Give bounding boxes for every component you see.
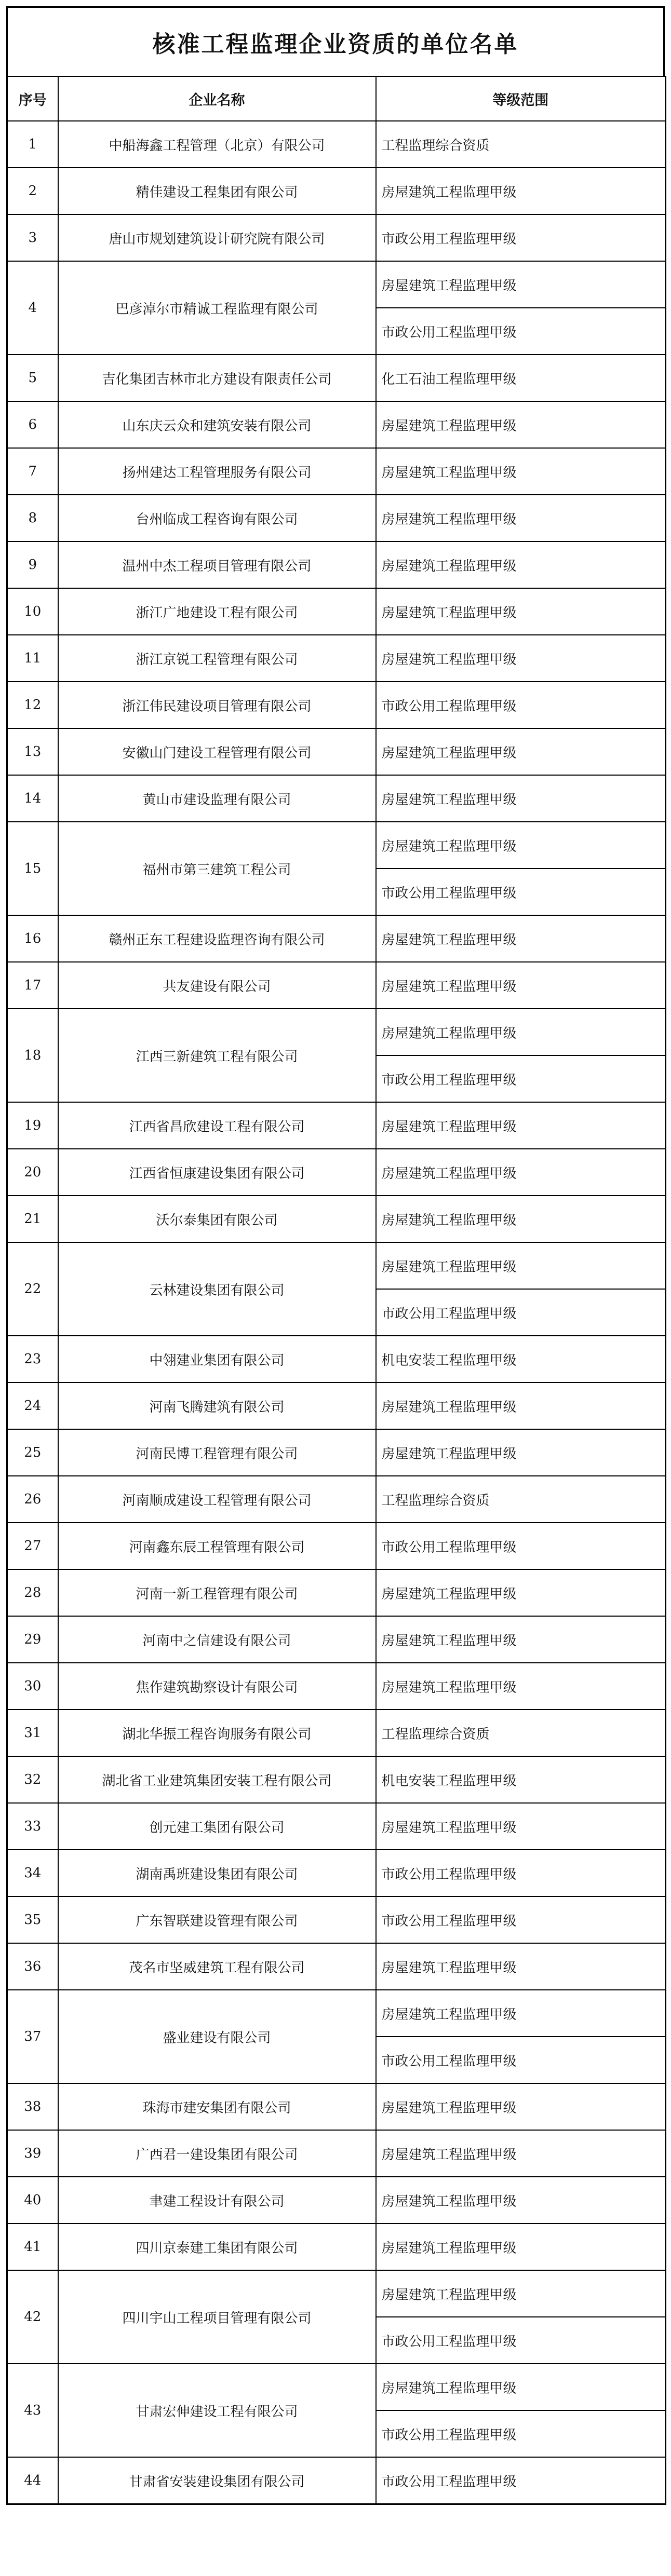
row-number: 20 — [7, 1149, 58, 1196]
qualification-grade: 房屋建筑工程监理甲级 — [376, 588, 666, 635]
enterprise-name: 甘肃省安装建设集团有限公司 — [58, 2457, 376, 2504]
table-row — [7, 1102, 666, 1149]
qualification-grade: 房屋建筑工程监理甲级 — [376, 915, 666, 962]
enterprise-name: 四川京泰建工集团有限公司 — [58, 2224, 376, 2270]
table-row — [7, 1382, 666, 1429]
row-number: 25 — [7, 1429, 58, 1476]
table-row — [7, 1009, 666, 1055]
qualification-grade: 市政公用工程监理甲级 — [376, 1523, 666, 1569]
qualification-grade: 市政公用工程监理甲级 — [376, 2410, 666, 2457]
table-row — [7, 1990, 666, 2037]
row-number: 36 — [7, 1943, 58, 1990]
enterprise-name: 福州市第三建筑工程公司 — [58, 822, 376, 915]
row-number: 16 — [7, 915, 58, 962]
qualification-grade: 房屋建筑工程监理甲级 — [376, 1569, 666, 1616]
table-row — [7, 401, 666, 448]
row-number: 35 — [7, 1896, 58, 1943]
row-number: 12 — [7, 682, 58, 728]
table-row — [7, 1569, 666, 1616]
enterprise-name: 茂名市坚威建筑工程有限公司 — [58, 1943, 376, 1990]
row-number: 8 — [7, 495, 58, 541]
row-number: 30 — [7, 1663, 58, 1710]
row-number: 6 — [7, 401, 58, 448]
enterprise-name: 云林建设集团有限公司 — [58, 1242, 376, 1336]
qualification-grade: 房屋建筑工程监理甲级 — [376, 1102, 666, 1149]
enterprise-name: 四川宇山工程项目管理有限公司 — [58, 2270, 376, 2364]
row-number: 28 — [7, 1569, 58, 1616]
row-number: 37 — [7, 1990, 58, 2083]
enterprise-name: 河南顺成建设工程管理有限公司 — [58, 1476, 376, 1523]
enterprise-name: 黄山市建设监理有限公司 — [58, 775, 376, 822]
row-number: 17 — [7, 962, 58, 1009]
qualification-grade: 房屋建筑工程监理甲级 — [376, 1242, 666, 1289]
qualification-grade: 房屋建筑工程监理甲级 — [376, 2224, 666, 2270]
enterprise-name: 浙江广地建设工程有限公司 — [58, 588, 376, 635]
qualification-grade: 工程监理综合资质 — [376, 121, 666, 168]
row-number: 23 — [7, 1336, 58, 1382]
enterprise-name: 焦作建筑勘察设计有限公司 — [58, 1663, 376, 1710]
table-row — [7, 2270, 666, 2317]
table-row — [7, 1896, 666, 1943]
table-row — [7, 822, 666, 869]
table-row — [7, 1523, 666, 1569]
qualification-grade: 房屋建筑工程监理甲级 — [376, 2083, 666, 2130]
enterprise-table — [6, 76, 666, 2505]
qualification-grade: 房屋建筑工程监理甲级 — [376, 1943, 666, 1990]
enterprise-name: 巴彦淖尔市精诚工程监理有限公司 — [58, 261, 376, 355]
header-grade: 等级范围 — [376, 76, 666, 121]
row-number: 9 — [7, 541, 58, 588]
row-number: 3 — [7, 214, 58, 261]
qualification-grade: 房屋建筑工程监理甲级 — [376, 495, 666, 541]
qualification-grade: 工程监理综合资质 — [376, 1710, 666, 1756]
enterprise-name: 江西三新建筑工程有限公司 — [58, 1009, 376, 1102]
qualification-grade: 房屋建筑工程监理甲级 — [376, 1196, 666, 1242]
qualification-grade: 房屋建筑工程监理甲级 — [376, 728, 666, 775]
qualification-grade: 房屋建筑工程监理甲级 — [376, 541, 666, 588]
table-row — [7, 635, 666, 682]
qualification-grade: 市政公用工程监理甲级 — [376, 2037, 666, 2083]
row-number: 1 — [7, 121, 58, 168]
qualification-grade: 市政公用工程监理甲级 — [376, 2457, 666, 2504]
table-row — [7, 1663, 666, 1710]
table-row — [7, 1149, 666, 1196]
qualification-grade: 房屋建筑工程监理甲级 — [376, 1803, 666, 1850]
qualification-grade: 市政公用工程监理甲级 — [376, 308, 666, 355]
table-row — [7, 2457, 666, 2504]
row-number: 15 — [7, 822, 58, 915]
qualification-grade: 房屋建筑工程监理甲级 — [376, 401, 666, 448]
enterprise-name: 盛业建设有限公司 — [58, 1990, 376, 2083]
enterprise-name: 中翎建业集团有限公司 — [58, 1336, 376, 1382]
qualification-grade: 机电安装工程监理甲级 — [376, 1336, 666, 1382]
qualification-grade: 房屋建筑工程监理甲级 — [376, 1616, 666, 1663]
qualification-grade: 工程监理综合资质 — [376, 1476, 666, 1523]
enterprise-name: 扬州建达工程管理服务有限公司 — [58, 448, 376, 495]
table-row — [7, 1476, 666, 1523]
enterprise-name: 安徽山门建设工程管理有限公司 — [58, 728, 376, 775]
table-row — [7, 775, 666, 822]
row-number: 31 — [7, 1710, 58, 1756]
table-row — [7, 1756, 666, 1803]
row-number: 19 — [7, 1102, 58, 1149]
qualification-grade: 房屋建筑工程监理甲级 — [376, 1429, 666, 1476]
enterprise-name: 山东庆云众和建筑安装有限公司 — [58, 401, 376, 448]
enterprise-name: 河南一新工程管理有限公司 — [58, 1569, 376, 1616]
enterprise-name: 中船海鑫工程管理（北京）有限公司 — [58, 121, 376, 168]
table-row — [7, 1710, 666, 1756]
row-number: 13 — [7, 728, 58, 775]
row-number: 44 — [7, 2457, 58, 2504]
row-number: 42 — [7, 2270, 58, 2364]
table-row — [7, 1803, 666, 1850]
table-row — [7, 1242, 666, 1289]
document-sheet — [6, 6, 665, 2570]
qualification-grade: 房屋建筑工程监理甲级 — [376, 448, 666, 495]
table-row — [7, 1943, 666, 1990]
qualification-grade: 房屋建筑工程监理甲级 — [376, 1663, 666, 1710]
row-number: 24 — [7, 1382, 58, 1429]
enterprise-name: 聿建工程设计有限公司 — [58, 2177, 376, 2224]
enterprise-name: 浙江伟民建设项目管理有限公司 — [58, 682, 376, 728]
table-row — [7, 1336, 666, 1382]
enterprise-name: 台州临成工程咨询有限公司 — [58, 495, 376, 541]
row-number: 27 — [7, 1523, 58, 1569]
table-body — [7, 121, 666, 2504]
qualification-grade: 房屋建筑工程监理甲级 — [376, 962, 666, 1009]
enterprise-name: 河南鑫东辰工程管理有限公司 — [58, 1523, 376, 1569]
row-number: 21 — [7, 1196, 58, 1242]
qualification-grade: 市政公用工程监理甲级 — [376, 1289, 666, 1336]
enterprise-name: 江西省昌欣建设工程有限公司 — [58, 1102, 376, 1149]
enterprise-name: 广西君一建设集团有限公司 — [58, 2130, 376, 2177]
table-row — [7, 214, 666, 261]
row-number: 29 — [7, 1616, 58, 1663]
row-number: 4 — [7, 261, 58, 355]
enterprise-name: 赣州正东工程建设监理咨询有限公司 — [58, 915, 376, 962]
enterprise-name: 河南民博工程管理有限公司 — [58, 1429, 376, 1476]
enterprise-name: 湖南禹班建设集团有限公司 — [58, 1850, 376, 1896]
qualification-grade: 房屋建筑工程监理甲级 — [376, 2364, 666, 2410]
page-title: 核准工程监理企业资质的单位名单 — [6, 6, 665, 76]
qualification-grade: 房屋建筑工程监理甲级 — [376, 168, 666, 214]
table-row — [7, 2130, 666, 2177]
row-number: 10 — [7, 588, 58, 635]
row-number: 43 — [7, 2364, 58, 2457]
enterprise-name: 江西省恒康建设集团有限公司 — [58, 1149, 376, 1196]
row-number: 38 — [7, 2083, 58, 2130]
qualification-grade: 房屋建筑工程监理甲级 — [376, 261, 666, 308]
row-number: 39 — [7, 2130, 58, 2177]
table-row — [7, 261, 666, 308]
qualification-grade: 市政公用工程监理甲级 — [376, 869, 666, 915]
enterprise-name: 唐山市规划建筑设计研究院有限公司 — [58, 214, 376, 261]
enterprise-name: 精佳建设工程集团有限公司 — [58, 168, 376, 214]
row-number: 34 — [7, 1850, 58, 1896]
enterprise-name: 创元建工集团有限公司 — [58, 1803, 376, 1850]
row-number: 5 — [7, 355, 58, 401]
table-row — [7, 915, 666, 962]
table-header-row — [7, 76, 666, 121]
table-row — [7, 962, 666, 1009]
table-row — [7, 355, 666, 401]
table-row — [7, 682, 666, 728]
enterprise-name: 河南飞腾建筑有限公司 — [58, 1382, 376, 1429]
enterprise-name: 沃尔泰集团有限公司 — [58, 1196, 376, 1242]
header-no: 序号 — [7, 76, 58, 121]
qualification-grade: 房屋建筑工程监理甲级 — [376, 1009, 666, 1055]
enterprise-name: 共友建设有限公司 — [58, 962, 376, 1009]
enterprise-name: 温州中杰工程项目管理有限公司 — [58, 541, 376, 588]
qualification-grade: 房屋建筑工程监理甲级 — [376, 2177, 666, 2224]
enterprise-name: 河南中之信建设有限公司 — [58, 1616, 376, 1663]
qualification-grade: 房屋建筑工程监理甲级 — [376, 822, 666, 869]
qualification-grade: 市政公用工程监理甲级 — [376, 1896, 666, 1943]
qualification-grade: 房屋建筑工程监理甲级 — [376, 635, 666, 682]
row-number: 7 — [7, 448, 58, 495]
table-row — [7, 588, 666, 635]
table-row — [7, 1429, 666, 1476]
table-row — [7, 728, 666, 775]
table-row — [7, 2177, 666, 2224]
table-row — [7, 2364, 666, 2410]
enterprise-name: 广东智联建设管理有限公司 — [58, 1896, 376, 1943]
table-row — [7, 448, 666, 495]
qualification-grade: 房屋建筑工程监理甲级 — [376, 2270, 666, 2317]
qualification-grade: 房屋建筑工程监理甲级 — [376, 1382, 666, 1429]
table-row — [7, 168, 666, 214]
table-row — [7, 1616, 666, 1663]
enterprise-name: 浙江京锐工程管理有限公司 — [58, 635, 376, 682]
row-number: 2 — [7, 168, 58, 214]
row-number: 11 — [7, 635, 58, 682]
qualification-grade: 市政公用工程监理甲级 — [376, 2317, 666, 2364]
row-number: 33 — [7, 1803, 58, 1850]
row-number: 14 — [7, 775, 58, 822]
qualification-grade: 房屋建筑工程监理甲级 — [376, 1990, 666, 2037]
header-name: 企业名称 — [58, 76, 376, 121]
table-row — [7, 495, 666, 541]
table-row — [7, 541, 666, 588]
row-number: 22 — [7, 1242, 58, 1336]
qualification-grade: 市政公用工程监理甲级 — [376, 1055, 666, 1102]
row-number: 32 — [7, 1756, 58, 1803]
qualification-grade: 机电安装工程监理甲级 — [376, 1756, 666, 1803]
enterprise-name: 湖北华振工程咨询服务有限公司 — [58, 1710, 376, 1756]
table-row — [7, 1196, 666, 1242]
row-number: 40 — [7, 2177, 58, 2224]
qualification-grade: 房屋建筑工程监理甲级 — [376, 1149, 666, 1196]
enterprise-name: 珠海市建安集团有限公司 — [58, 2083, 376, 2130]
qualification-grade: 市政公用工程监理甲级 — [376, 1850, 666, 1896]
table-row — [7, 2224, 666, 2270]
table-row — [7, 1850, 666, 1896]
qualification-grade: 市政公用工程监理甲级 — [376, 214, 666, 261]
row-number: 26 — [7, 1476, 58, 1523]
row-number: 18 — [7, 1009, 58, 1102]
enterprise-name: 吉化集团吉林市北方建设有限责任公司 — [58, 355, 376, 401]
qualification-grade: 房屋建筑工程监理甲级 — [376, 2130, 666, 2177]
table-row — [7, 2083, 666, 2130]
table-row — [7, 121, 666, 168]
enterprise-name: 湖北省工业建筑集团安装工程有限公司 — [58, 1756, 376, 1803]
qualification-grade: 化工石油工程监理甲级 — [376, 355, 666, 401]
enterprise-name: 甘肃宏伸建设工程有限公司 — [58, 2364, 376, 2457]
qualification-grade: 市政公用工程监理甲级 — [376, 682, 666, 728]
qualification-grade: 房屋建筑工程监理甲级 — [376, 775, 666, 822]
row-number: 41 — [7, 2224, 58, 2270]
